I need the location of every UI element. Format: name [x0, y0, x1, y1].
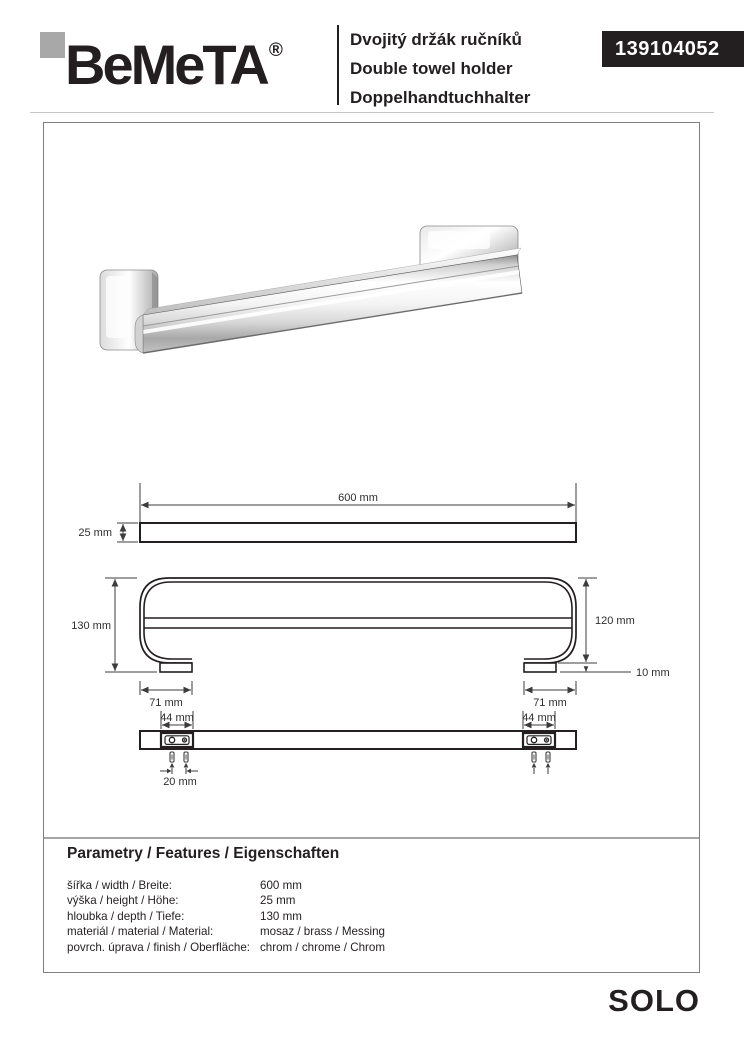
brand-text: BeMeTA [65, 33, 267, 96]
parameter-value: 600 mm [260, 879, 302, 892]
parameter-row [67, 893, 627, 908]
product-title-en: Double towel holder [350, 59, 513, 78]
product-title-de: Doppelhandtuchhalter [350, 88, 531, 107]
parameter-row [67, 940, 627, 955]
dim-label-plate-height: 10 mm [636, 667, 670, 679]
parameter-value: 25 mm [260, 894, 296, 908]
product-titles [350, 25, 600, 112]
registered-mark: ® [268, 40, 283, 61]
product-title-cs: Dvojitý držák ručníků [350, 30, 522, 49]
header-divider [337, 25, 339, 105]
dim-label-length: 600 mm [338, 492, 378, 504]
screws-right [532, 752, 551, 774]
front-outline-outer [140, 578, 576, 663]
parameter-label: šířka / width / Breite: [67, 879, 173, 892]
dim-label-inner-height: 120 mm [595, 615, 635, 627]
product-code-badge [602, 31, 744, 67]
dim-label-hole-spacing: 20 mm [163, 776, 197, 788]
parameter-row [67, 924, 627, 939]
dim-label-total-height: 130 mm [71, 620, 111, 632]
screws-left [160, 752, 198, 774]
product-code: 139104052 [615, 38, 720, 60]
parameter-row [67, 878, 627, 893]
parameters-title: Parametry / Features / Eigenschaften [67, 845, 340, 862]
dim-label-arm-left: 71 mm [149, 697, 183, 709]
screw-hole [169, 737, 174, 742]
header-rule [30, 112, 714, 113]
arrow-plate-height [584, 666, 589, 672]
top-view-drawing [78, 483, 576, 542]
front-outline-inner [144, 582, 572, 659]
parameter-label: výška / height / Höhe: [67, 894, 179, 908]
series-name: SOLO [608, 983, 700, 1018]
dim-label-plate-right: 44 mm [522, 712, 556, 724]
dim-label-plate-left: 44 mm [160, 712, 194, 724]
bottom-view-bar [140, 731, 576, 749]
dim-label-thickness: 25 mm [78, 527, 112, 539]
parameter-label: hloubka / depth / Tiefe: [67, 909, 185, 923]
parameter-row [67, 909, 627, 924]
parameter-label: povrch. úprava / finish / Oberfläche: [67, 940, 251, 954]
foot-right [524, 663, 556, 672]
parameter-value: 130 mm [260, 909, 302, 923]
logo-square-icon [40, 32, 65, 58]
top-view-bar [140, 523, 576, 542]
screw-hole [531, 737, 536, 742]
parameters-table [67, 878, 627, 955]
brand-logo [65, 22, 283, 94]
bottom-view-drawing [140, 711, 576, 788]
front-view-drawing [71, 578, 669, 709]
parameter-value: chrom / chrome / Chrom [260, 940, 385, 954]
dim-label-arm-right: 71 mm [533, 697, 567, 709]
foot-left [160, 663, 192, 672]
parameter-label: materiál / material / Material: [67, 925, 214, 939]
parameter-value: mosaz / brass / Messing [260, 925, 385, 939]
